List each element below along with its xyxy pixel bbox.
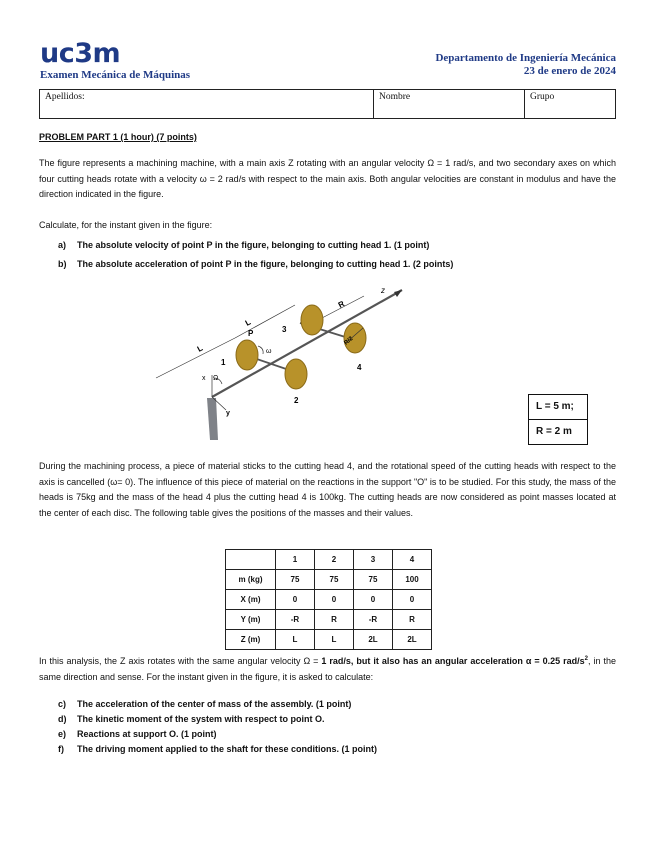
fig-label-head-1: 1 <box>221 358 226 367</box>
fig-label-R: R <box>336 299 347 310</box>
question-d <box>58 712 377 727</box>
table-row <box>226 610 432 630</box>
dimension-R: R = 2 m <box>529 419 587 444</box>
analysis-sup: 2 <box>584 656 588 662</box>
table-cell: 2L <box>354 630 393 650</box>
fig-label-L-upper: L <box>243 317 253 328</box>
table-cell: Y (m) <box>226 610 276 630</box>
question-text: Reactions at support O. (1 point) <box>77 729 217 739</box>
question-label: b) <box>58 259 67 269</box>
table-header-cell: 1 <box>276 550 315 570</box>
analysis-text-1: In this analysis, the Z axis rotates with the same angular velocity Ω = <box>39 656 322 666</box>
cutting-head-1 <box>236 340 258 370</box>
question-text: The acceleration of the center of mass of the assembly. (1 point) <box>77 699 352 709</box>
department-block <box>435 52 616 78</box>
table-cell: X (m) <box>226 590 276 610</box>
table-header-cell: 4 <box>393 550 432 570</box>
question-f <box>58 742 377 757</box>
fig-label-head-2: 2 <box>294 396 299 405</box>
table-header-cell <box>226 550 276 570</box>
table-cell: m (kg) <box>226 570 276 590</box>
table-header-cell: 2 <box>315 550 354 570</box>
fig-label-z: z <box>381 286 385 295</box>
question-text: The absolute acceleration of point P in the figure, belonging to cutting head 1. (2 points) <box>77 259 454 269</box>
table-cell: R <box>393 610 432 630</box>
table-cell: L <box>276 630 315 650</box>
machining-paragraph: During the machining process, a piece of material sticks to the cutting head 4, and the rotational speed of the cutting heads with respect to the axis is cancelled (ω= 0). The influence of this piece of material on the reactions in the support "O" is to be studied. For this study, the mass of the heads is 75kg and the mass of the head 4 plus the cutting head 4 is 100kg. The cutting heads are now considered as point masses located at the center of each disc. The following table gives the positions of the masses and their values. <box>39 461 616 518</box>
question-label: c) <box>58 699 67 709</box>
questions-cf <box>58 697 377 757</box>
questions-ab <box>58 238 453 272</box>
exam-date: 23 de enero de 2024 <box>523 65 616 77</box>
question-label: d) <box>58 714 67 724</box>
name-field[interactable] <box>374 90 525 119</box>
table-header-row <box>226 550 432 570</box>
machine-figure <box>150 280 410 440</box>
table-cell: R <box>315 610 354 630</box>
table-cell: -R <box>354 610 393 630</box>
fig-label-head-4: 4 <box>357 363 362 372</box>
calc-prompt: Calculate, for the instant given in the figure: <box>39 220 213 230</box>
table-header-cell: 3 <box>354 550 393 570</box>
intro-paragraph: The figure represents a machining machine, with a main axis Z rotating with an angular velocity Ω = 1 rad/s, and two secondary axes on which four cutting heads rotate with a velocity ω = 2 rad/s with respect to the main axis. Both angular velocities are constant in modulus and have the direction indicated in the figure. <box>39 158 616 199</box>
table-cell: 0 <box>315 590 354 610</box>
fig-label-y: y <box>226 410 230 417</box>
mass-table <box>225 549 432 650</box>
fig-label-x: x <box>202 375 206 382</box>
surnames-field[interactable] <box>40 90 374 119</box>
support-post <box>207 398 218 440</box>
student-id-table <box>39 89 616 119</box>
table-cell: L <box>315 630 354 650</box>
fig-label-P: P <box>248 329 254 338</box>
table-cell: 75 <box>315 570 354 590</box>
surnames-label: Apellidos: <box>45 92 85 102</box>
question-c <box>58 697 377 712</box>
z-arrowhead <box>394 290 402 297</box>
table-row <box>226 570 432 590</box>
table-cell: 2L <box>393 630 432 650</box>
question-b <box>58 257 453 272</box>
question-text: The absolute velocity of point P in the figure, belonging to cutting head 1. (1 point) <box>77 240 430 250</box>
uc3m-logo: uc3m <box>40 38 121 69</box>
fig-label-R2: R/2 <box>343 335 355 347</box>
table-cell: 0 <box>354 590 393 610</box>
question-text: The kinetic moment of the system with respect to point O. <box>77 714 325 724</box>
dimension-L: L = 5 m; <box>536 401 574 412</box>
cutting-head-2 <box>285 359 307 389</box>
group-label: Grupo <box>530 92 555 102</box>
analysis-bold: 1 rad/s, but it also has an angular acceleration α = 0.25 rad/s <box>321 656 585 666</box>
question-label: e) <box>58 729 67 739</box>
analysis-paragraph <box>39 652 616 685</box>
table-cell: 0 <box>276 590 315 610</box>
fig-label-Omega: Ω <box>213 375 219 382</box>
table-cell: -R <box>276 610 315 630</box>
table-cell: 75 <box>354 570 393 590</box>
omega-arc <box>258 346 263 354</box>
fig-label-head-3: 3 <box>282 325 287 334</box>
analysis-text-2: , in the same direction and sense. For the instant given in the figure, it is asked to calculate: <box>39 656 616 682</box>
question-a <box>58 238 453 253</box>
name-label: Nombre <box>379 92 411 102</box>
table-cell: 0 <box>393 590 432 610</box>
cutting-head-3 <box>301 305 323 335</box>
group-field[interactable] <box>525 90 616 119</box>
department-name: Departamento de Ingeniería Mecánica <box>435 52 616 64</box>
exam-title: Examen Mecánica de Máquinas <box>40 69 191 81</box>
table-row <box>226 630 432 650</box>
question-e <box>58 727 377 742</box>
problem-title: PROBLEM PART 1 (1 hour) (7 points) <box>39 132 197 142</box>
table-cell: Z (m) <box>226 630 276 650</box>
question-label: f) <box>58 744 64 754</box>
dimensions-box <box>528 394 588 445</box>
table-cell: 100 <box>393 570 432 590</box>
fig-label-omega: ω <box>266 348 272 355</box>
question-label: a) <box>58 240 67 250</box>
table-cell: 75 <box>276 570 315 590</box>
fig-label-L-lower: L <box>195 343 205 354</box>
question-text: The driving moment applied to the shaft for these conditions. (1 point) <box>77 744 378 754</box>
table-row <box>226 590 432 610</box>
